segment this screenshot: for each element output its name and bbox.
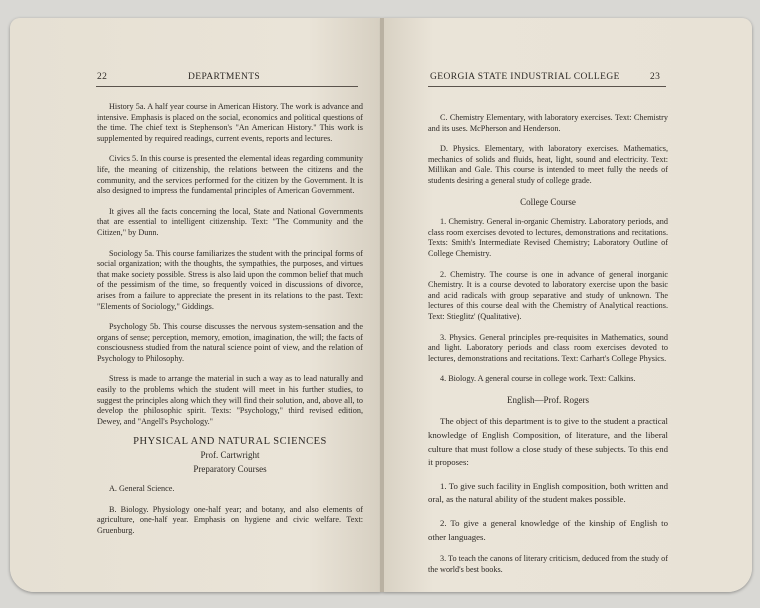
right-column (428, 113, 668, 585)
right-page-number: 23 (650, 72, 661, 82)
prep-item-d: D. Physics. Elementary, with laboratory exercises. Mathematics, mechanics of solids and fluids, heat, light, sound and electricity. Text: Millikan and Gale. This course is intended to meet fully the needs of students desiring a general study of college grade. (428, 144, 668, 185)
college-item-1: 1. Chemistry. General in-organic Chemistry. Laboratory periods, and class room exercises devoted to lectures, demonstrations and recitations. Texts: Smith's Intermediate Revised Chemistry; Laboratory Outline of College Chemistry. (428, 217, 668, 258)
college-course-heading: College Course (520, 196, 576, 207)
english-heading: English—Prof. Rogers (507, 394, 589, 405)
history-paragraph: History 5a. A half year course in American History. The work is advance and intensive. Emphasis is placed on the social, economics and political questions of the time. The chief text is Stephenson's "An American History." This work is supplemented by required readings, current events, reports and lectures. (97, 102, 363, 143)
psychology-paragraph: Psychology 5b. This course discusses the nervous system-sensation and the organs of sense; perception, memory, emotion, imagination, the will; the facts of consciousness studied from the natural science point of view, and the relation of Psychology to Philosophy. (97, 322, 363, 363)
english-item-1: 1. To give such facility in English composition, both written and oral, as the natural ability of the student makes possible. (428, 480, 668, 505)
section-professor: Prof. Cartwright (200, 450, 260, 461)
civics-paragraph: Civics 5. In this course is presented the elemental ideas regarding community life, the meaning of citizenship, the relations between the citizens and the community, and the services performed for the citizen by the Government. It is also designed to impress the fundamental principles of American Government. (97, 154, 363, 196)
college-item-2: 2. Chemistry. The course is one in advance of general inorganic Chemistry. It is a course devoted to laboratory exercise upon the basic and acid radicals with group separative and study of unknown. The lectures of this course deal with the Chemistry of Analytical reactions. Text: Stieglitz' (Qualitative). (428, 269, 668, 321)
english-intro: The object of this department is to give to the student a practical knowledge of English Composition, of literature, and the liberal culture that must follow a close study of these subjects. To this end it proposes: (428, 416, 668, 468)
right-header-rule (428, 86, 666, 87)
college-item-3: 3. Physics. General principles pre-requisites in Mathematics, sound and light. Laboratory periods and class room exercises devoted to lectures, demonstrations and recitations. Text: Carhart's College Physics. (428, 332, 668, 363)
college-item-4: 4. Biology. A general course in college work. Text: Calkins. (440, 374, 636, 384)
left-header-rule (96, 86, 358, 87)
book-gutter (380, 18, 384, 592)
right-running-head: GEORGIA STATE INDUSTRIAL COLLEGE (430, 72, 620, 82)
item-a: A. General Science. (109, 484, 175, 494)
left-page-number: 22 (97, 72, 108, 82)
section-title: PHYSICAL AND NATURAL SCIENCES (133, 436, 327, 448)
section-subtitle: Preparatory Courses (193, 463, 267, 474)
left-column (97, 102, 363, 547)
left-running-head: DEPARTMENTS (188, 72, 261, 82)
government-paragraph: It gives all the facts concerning the local, State and National Governments that are essential to intelligent citizenship. Text: "The Community and the Citizen," by Dunn. (97, 206, 363, 237)
english-item-2: 2. To give a general knowledge of the kinship of English to other languages. (428, 518, 668, 542)
stress-paragraph: Stress is made to arrange the material in such a way as to lead naturally and easily to the problems which the student will meet in his further studies, to suggest the principles along which they will find their solution, and, above all, to develop the philosophic spirit. Texts: "Psychology," third revised edition, Dewey, and "Angell's Psychology." (97, 374, 363, 426)
sociology-paragraph: Sociology 5a. This course familiarizes the student with the principal forms of social organization; with the thoughts, the sympathies, the purposes, and virtues that make society possible. Stress is also laid upon the common belief that much of the pessimism of the time, so frequently voiced in discussions of divorce, arises from a failure to appreciate the present in its relations to the past. Text: "Elements of Sociology," Giddings. (97, 248, 363, 311)
item-b: B. Biology. Physiology one-half year; and botany, and also elements of agriculture, one-half year. Emphasis on hygiene and civic welfare. Text: Gruenburg. (97, 504, 363, 535)
prep-item-c: C. Chemistry Elementary, with laboratory exercises. Text: Chemistry and its uses. McPherson and Henderson. (428, 113, 668, 133)
english-item-3: 3. To teach the canons of literary criticism, deduced from the study of the world's best books. (428, 554, 668, 574)
